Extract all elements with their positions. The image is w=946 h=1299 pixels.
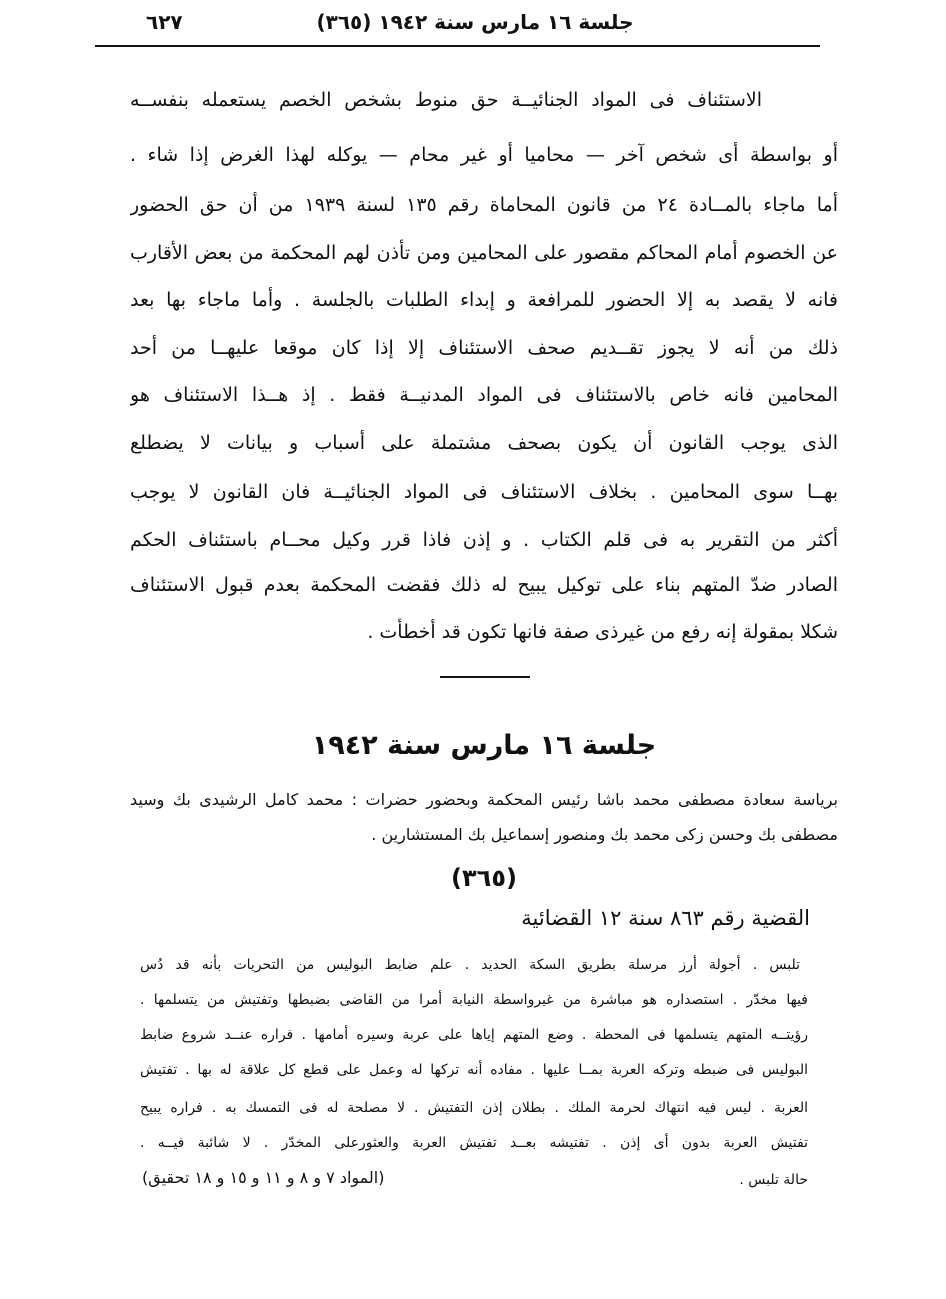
headnote-line: تلبس . أجولة أرز مرسلة بطريق السكة الحديد . علم ضابط البوليس من التحريات بأنه قد دُس	[140, 957, 800, 973]
summary-line: الذى يوجب القانون أن يكون بصحف مشتملة على أسباب و بيانات لا يضطلع	[130, 432, 838, 454]
presiding-line: مصطفى بك وحسن زكى محمد بك ومنصور إسماعيل بك المستشارين .	[371, 825, 838, 844]
presiding-line: برياسة سعادة مصطفى محمد باشا رئيس المحكمة وبحضور حضرات : محمد كامل الرشيدى بك وسيد	[130, 790, 838, 809]
header-rule	[95, 45, 820, 47]
summary-line: بهــا سوى المحامين . بخلاف الاستئناف فى المواد الجنائيــة فان القانون لا يوجب	[130, 481, 838, 503]
summary-line: شكلا بمقولة إنه رفع من غيرذى صفة فانها تكون قد أخطأت .	[367, 621, 838, 643]
summary-line: فانه لا يقصد به إلا الحضور للمرافعة و إبداء الطلبات بالجلسة . وأما ماجاء بها بعد	[130, 289, 838, 311]
summary-line: أما ماجاء بالمــادة ٢٤ من قانون المحاماة رقم ١٣٥ لسنة ١٩٣٩ من أن حق الحضور	[130, 194, 838, 216]
case-number: القضية رقم ٨٦٣ سنة ١٢ القضائية	[521, 906, 810, 930]
articles-reference: (المواد ٧ و ٨ و ١١ و ١٥ و ١٨ تحقيق)	[142, 1168, 385, 1187]
headnote-line: العربة . ليس فيه انتهاك لحرمة الملك . بطلان إذن التفتيش . لا مصلحة له فى التمسك به . فراره يبيح	[140, 1100, 808, 1116]
headnote-line: فيها مخدّر . استصداره هو مباشرة من غيرواسطة النيابة أمرا من القاضى بضبطها وتفتيش من يتسلمها .	[140, 992, 808, 1008]
summary-line: أو بواسطة أى شخص آخر — محاميا أو غير محام — يوكله لهذا الغرض إذا شاء .	[130, 144, 838, 166]
session-heading: جلسة ١٦ مارس سنة ١٩٤٢	[311, 730, 657, 761]
headnote-line: البوليس فى ضبطه وتركه العربة بمــا عليها . مفاده أنه تركها له وعمل على قطع كل علاقة له بها . تفتيش	[140, 1062, 808, 1078]
summary-line: عن الخصوم أمام المحاكم مقصور على المحامين ومن تأذن لهم المحكمة من بعض الأقارب	[130, 242, 838, 264]
headnote-line: تفتيش العربة بدون أى إذن . تفتيشه بعــد تفتيش العربة والعثورعلى المخدّر . لا شائبة فيــه .	[140, 1135, 808, 1151]
ruling-number: (٣٦٥)	[451, 864, 517, 892]
summary-line: ذلك من أنه لا يجوز تقــديم صحف الاستئناف إلا إذا كان موقعا عليهــا من أحد	[130, 337, 838, 359]
section-separator	[440, 676, 530, 678]
running-header-title: جلسة ١٦ مارس سنة ١٩٤٢ (٣٦٥)	[316, 10, 634, 34]
summary-line: الصادر ضدّ المتهم بناء على توكيل يبيح له ذلك فقضت المحكمة بعدم قبول الاستئناف	[130, 574, 838, 596]
summary-line: المحامين فانه خاص بالاستئناف فى المواد المدنيــة فقط . إذ هــذا الاستئناف هو	[130, 384, 838, 406]
headnote-last-line: حالة تلبس .	[739, 1172, 808, 1188]
page-number: ٦٢٧	[146, 10, 183, 34]
summary-line: الاستئناف فى المواد الجنائيــة حق منوط بشخص الخصم يستعمله بنفســه	[130, 89, 762, 111]
headnote-line: رؤيتــه المتهم يتسلمها فى المحطة . وضع المتهم إياها على عربة وسيره أمامها . فراره عنــد شروع ضابط	[140, 1027, 808, 1043]
summary-line: أكثر من التقرير به فى قلم الكتاب . و إذن فاذا قرر وكيل محــام باستئناف الحكم	[130, 529, 838, 551]
